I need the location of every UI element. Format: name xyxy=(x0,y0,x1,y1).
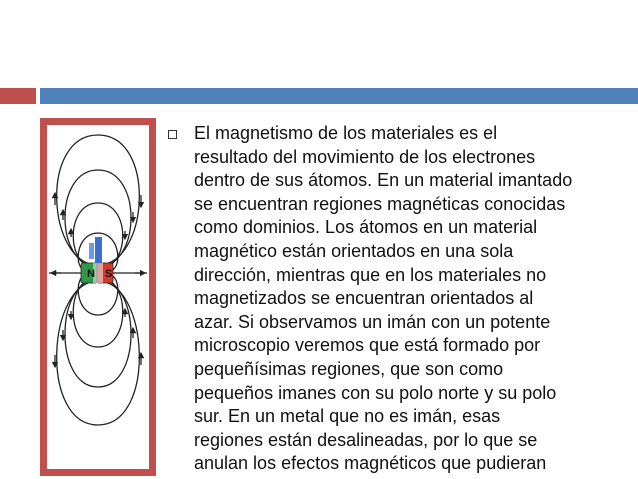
header-accent-bar-red xyxy=(0,88,36,104)
magnet-figure xyxy=(47,125,149,469)
magnet-figure-frame xyxy=(40,118,156,476)
header-accent-bar-blue xyxy=(40,88,638,104)
magnet-north-label: N xyxy=(87,268,95,280)
square-bullet-icon xyxy=(168,130,177,139)
bullet-paragraph: El magnetismo de los materiales es el resultado del movimiento de los electrones dentro de sus átomos. En un material imantado se encuentran regiones magnéticas conocidas como dominios. Los átomos en un material magnético están orientados en una sola dirección, mientras que en los materiales no magnetizados se encuentran orientados al azar. Si observamos un imán con un potente microscopio veremos que está formado por pequeñísimas regiones, que son como pequeños imanes con su polo norte y su polo sur. En un metal que no es imán, esas regiones están desalineadas, por lo que se anulan los efectos magnéticos que pudieran xyxy=(194,123,573,474)
magnet-field-lines-icon xyxy=(47,125,149,469)
magnet-south-label: S xyxy=(105,268,113,280)
